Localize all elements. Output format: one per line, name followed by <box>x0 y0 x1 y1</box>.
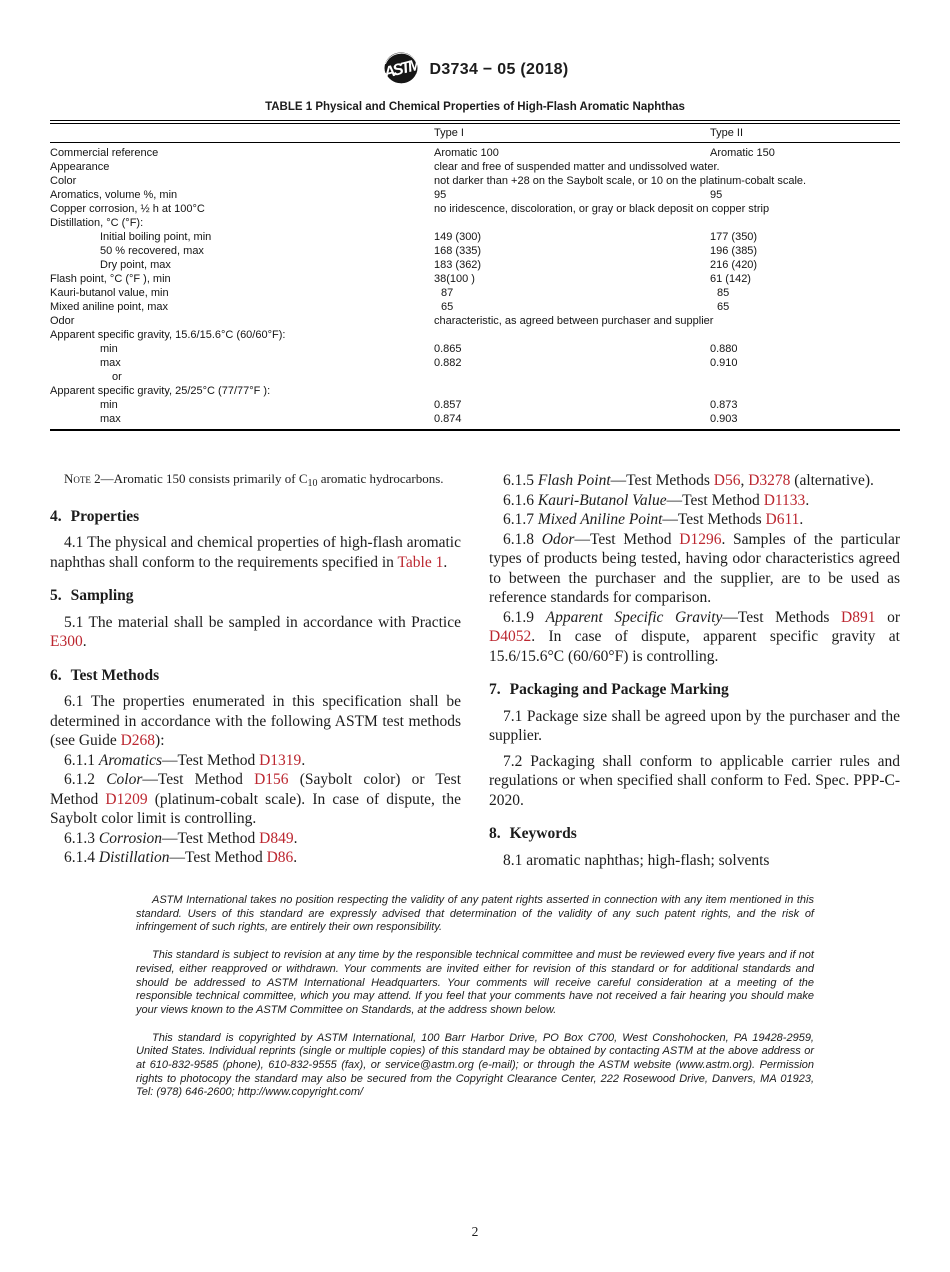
text-segment: —Test Methods <box>610 472 714 489</box>
ref-link[interactable]: D86 <box>266 849 294 866</box>
table-row <box>50 398 900 412</box>
property-cell: Apparent specific gravity, 15.6/15.6°C (60/60°F): <box>50 329 286 341</box>
ref-link[interactable]: D1133 <box>763 491 806 509</box>
text-segment: Mixed Aniline Point <box>537 511 663 528</box>
paragraph <box>50 848 461 868</box>
text-segment: 8.1 aromatic naphthas; high-flash; solvents <box>503 851 770 869</box>
paragraph <box>489 707 900 746</box>
table-row <box>50 188 900 202</box>
value-cell-type2: 95 <box>710 189 723 201</box>
text-segment: —Test Method <box>162 751 260 769</box>
text-segment: Kauri-Butanol Value <box>537 491 667 509</box>
value-cell-type2: 0.910 <box>710 357 738 369</box>
property-cell: Commercial reference <box>50 147 159 159</box>
value-cell-type1: 183 (362) <box>434 259 482 271</box>
property-cell: Odor <box>50 315 75 327</box>
text-segment: —Test Method <box>574 530 680 548</box>
value-cell-type1 <box>434 384 710 398</box>
astm-logo-icon <box>382 51 422 90</box>
section-title: Properties <box>70 507 140 525</box>
paragraph <box>50 533 461 572</box>
text-segment: . <box>293 829 298 847</box>
text-segment: . <box>82 633 87 650</box>
section-heading <box>50 586 461 606</box>
section-number: 8. <box>489 825 501 842</box>
paragraph <box>489 510 900 530</box>
paragraph <box>50 751 461 771</box>
paragraph <box>50 692 461 751</box>
value-cell-type1: 0.857 <box>434 399 462 411</box>
text-segment: aromatic hydrocarbons. <box>317 471 444 486</box>
paragraph <box>489 530 900 608</box>
note-paragraph <box>50 471 461 493</box>
paragraph <box>489 851 900 871</box>
text-segment: Flash Point <box>537 472 611 489</box>
section-number: 6. <box>50 666 62 684</box>
text-segment: (alternative). <box>790 472 874 489</box>
table-row <box>50 356 900 370</box>
property-cell: Distillation, °C (°F): <box>50 217 144 229</box>
footer-paragraph: This standard is copyrighted by ASTM International, 100 Barr Harbor Drive, PO Box C700, West Conshohocken, PA 19428-2959, United States. Individual reprints (single or multiple copies) of this standard may be obtained by contacting ASTM at the above address or at 610-832-9585 (phone), 610-832-9555 (fax), or service@astm.org (e-mail); or through the ASTM website (www.astm.org). Permission rights to photocopy the standard may also be secured from the Copyright Clearance Center, 222 Rosewood Drive, Danvers, MA 01923, Tel: (978) 646-2600; http://www.copyright.com/ <box>136 1031 814 1099</box>
value-cell-type2: 177 (350) <box>710 231 758 243</box>
ref-link[interactable]: D156 <box>254 771 289 788</box>
text-segment: . <box>443 553 448 571</box>
property-cell: Kauri-butanol value, min <box>50 287 169 299</box>
value-cell-type1 <box>434 328 710 342</box>
text-segment: —Test Methods <box>662 511 766 528</box>
text-segment: . Samples of the particular types of products being tested, having odor characteristics agreed to between the purchaser and the supplier, are to be used as reference standards for comparison. <box>489 530 900 606</box>
table-header-row <box>50 122 900 143</box>
ref-link[interactable]: E300 <box>50 633 83 650</box>
property-cell: Appearance <box>50 161 110 173</box>
table-row <box>50 174 900 188</box>
text-segment: ): <box>155 732 165 749</box>
text-segment: —Test Method <box>142 771 255 788</box>
value-cell-type2 <box>710 370 900 384</box>
paragraph <box>50 613 461 652</box>
text-segment: Apparent Specific Gravity <box>545 608 723 626</box>
property-cell: Dry point, max <box>100 259 171 271</box>
text-segment: Distillation <box>98 849 170 866</box>
property-cell: Initial boiling point, min <box>100 231 212 243</box>
text-segment: (Saybolt color) or Test Method <box>50 771 461 808</box>
text-segment: 6.1.2 <box>64 771 107 788</box>
value-cell-type2: 0.873 <box>710 399 738 411</box>
section-title: Test Methods <box>70 666 160 684</box>
spec-table-body <box>50 143 900 431</box>
text-segment: 6.1.9 <box>503 608 546 626</box>
value-cell-span: characteristic, as agreed between purchaser and supplier <box>434 315 714 327</box>
value-cell-span: clear and free of suspended matter and undissolved water. <box>434 161 720 173</box>
value-cell-type2: 85 <box>717 287 730 299</box>
svg-text:ASTM: ASTM <box>381 56 421 82</box>
text-segment: —Test Methods <box>722 608 841 626</box>
table-row <box>50 412 900 430</box>
text-segment: 7.1 Package size shall be agreed upon by the purchaser and the supplier. <box>489 707 900 744</box>
section-title: Packaging and Package Marking <box>509 681 729 698</box>
properties-table <box>50 120 900 431</box>
value-cell-type2 <box>710 328 900 342</box>
value-cell-type1: 0.882 <box>434 357 462 369</box>
text-segment: 6.1.8 <box>503 530 542 548</box>
text-segment: 6.1.4 <box>64 849 99 866</box>
value-cell-type2: Aromatic 150 <box>710 147 775 159</box>
text-segment: 10 <box>307 478 318 489</box>
table-row <box>50 160 900 174</box>
value-cell-type1: 0.865 <box>434 343 462 355</box>
text-segment: 5.1 The material shall be sampled in accordance with Practice <box>64 613 461 631</box>
ref-link[interactable]: D4052 <box>489 628 532 645</box>
text-segment: 4.1 The physical and chemical properties of high-flash aromatic naphthas shall conform to the requirements specified in <box>50 534 461 571</box>
text-segment: . In case of dispute, apparent specific gravity at 15.6/15.6°C (60/60°F) is controlling. <box>489 628 900 665</box>
property-cell: Apparent specific gravity, 25/25°C (77/77°F ): <box>50 385 271 397</box>
property-cell: max <box>100 413 121 425</box>
table-row <box>50 272 900 286</box>
text-segment: 6.1.1 <box>64 751 99 769</box>
section-heading <box>489 824 900 844</box>
value-cell-type2: 0.903 <box>710 413 738 425</box>
value-cell-type1: Aromatic 100 <box>434 147 499 159</box>
section-heading <box>50 507 461 527</box>
section-heading <box>50 666 461 686</box>
section-heading <box>489 680 900 700</box>
value-cell-type1: 65 <box>441 301 454 313</box>
property-cell: min <box>100 399 118 411</box>
type2-column-header: Type II <box>710 122 900 143</box>
text-segment: Corrosion <box>98 829 163 847</box>
property-cell: or <box>112 371 122 383</box>
ref-link[interactable]: D268 <box>120 732 156 749</box>
ref-link[interactable]: D849 <box>259 829 294 847</box>
table-row <box>50 258 900 272</box>
text-segment: 6.1.7 <box>503 511 538 528</box>
text-segment: or <box>875 608 900 626</box>
value-cell-type1: 38(100 ) <box>434 273 475 285</box>
text-segment: 2—Aromatic 150 consists primarily of C <box>90 471 308 486</box>
value-cell-type2: 0.880 <box>710 343 738 355</box>
text-segment: Note <box>64 471 91 486</box>
section-number: 4. <box>50 507 62 525</box>
value-cell-type2 <box>710 216 900 230</box>
text-segment: . <box>293 849 298 866</box>
document-header <box>50 52 900 88</box>
text-segment: , <box>740 472 749 489</box>
property-cell: Flash point, °C (°F ), min <box>50 273 171 285</box>
boilerplate-footer <box>136 894 814 1100</box>
footer-paragraph: ASTM International takes no position respecting the validity of any patent rights asserted in connection with any item mentioned in this standard. Users of this standard are expressly advised that determination of the validity of any such patent rights, and the risk of infringement of such rights, are entirely their own responsibility. <box>136 894 814 934</box>
text-segment: 6.1 The properties enumerated in this specification shall be determined in accordance with the following ASTM test methods (see Guide <box>50 693 461 749</box>
ref-link[interactable]: D891 <box>841 608 876 626</box>
text-segment: —Test Method <box>666 491 764 509</box>
ref-link[interactable]: D1319 <box>259 751 302 769</box>
value-cell-type1 <box>434 216 710 230</box>
table-row <box>50 143 900 161</box>
table-row <box>50 342 900 356</box>
text-segment: 6.1.6 <box>503 491 538 509</box>
table-row <box>50 384 900 398</box>
table-row <box>50 230 900 244</box>
ref-link[interactable]: Table 1 <box>397 553 444 571</box>
value-cell-type1: 87 <box>441 287 454 299</box>
table-row <box>50 300 900 314</box>
ref-link[interactable]: D56 <box>713 472 741 489</box>
value-cell-span: not darker than +28 on the Saybolt scale, or 10 on the platinum-cobalt scale. <box>434 175 807 187</box>
property-cell: 50 % recovered, max <box>100 245 204 257</box>
document-number: D3734 − 05 (2018) <box>429 61 569 78</box>
section-number: 5. <box>50 587 62 604</box>
ref-link[interactable]: D3278 <box>748 472 791 489</box>
table-row <box>50 370 900 384</box>
text-segment: —Test Method <box>169 849 267 866</box>
table-row <box>50 244 900 258</box>
value-cell-type1: 168 (335) <box>434 245 482 257</box>
paragraph <box>489 471 900 491</box>
ref-link[interactable]: D1296 <box>679 530 722 548</box>
section-title: Sampling <box>70 587 134 604</box>
property-column-header <box>50 122 434 143</box>
type1-column-header: Type I <box>434 122 710 143</box>
text-segment: Odor <box>541 530 575 548</box>
paragraph <box>489 752 900 811</box>
ref-link[interactable]: D1209 <box>105 790 148 808</box>
property-cell: Color <box>50 175 77 187</box>
table-row <box>50 328 900 342</box>
ref-link[interactable]: D611 <box>765 511 800 528</box>
value-cell-type1: 95 <box>434 189 447 201</box>
left-column <box>50 471 461 870</box>
value-cell-type2: 196 (385) <box>710 245 758 257</box>
value-cell-type1 <box>434 370 710 384</box>
property-cell: Aromatics, volume %, min <box>50 189 178 201</box>
text-segment: . <box>301 751 306 769</box>
table-row <box>50 202 900 216</box>
footer-paragraph: This standard is subject to revision at any time by the responsible technical committee and must be reviewed every five years and if not revised, either reapproved or withdrawn. Your comments are invited either for revision of this standard or for additional standards and should be addressed to ASTM International Headquarters. Your comments will receive careful consideration at a meeting of the responsible technical committee, which you may attend. If you feel that your comments have not received a fair hearing you should make your views known to the ASTM Committee on Standards, at the address shown below. <box>136 949 814 1016</box>
value-cell-type2: 61 (142) <box>710 273 751 285</box>
value-cell-type2: 216 (420) <box>710 259 758 271</box>
table-row <box>50 314 900 328</box>
paragraph <box>489 608 900 667</box>
value-cell-type2: 65 <box>717 301 730 313</box>
text-segment: (platinum-cobalt scale). In case of dispute, the Saybolt color limit is controlling. <box>50 790 461 827</box>
text-segment: 6.1.3 <box>64 829 99 847</box>
property-cell: max <box>100 357 121 369</box>
value-cell-type2 <box>710 384 900 398</box>
body-columns <box>50 471 900 870</box>
text-segment: Color <box>106 771 143 788</box>
value-cell-type1: 149 (300) <box>434 231 482 243</box>
paragraph <box>50 829 461 849</box>
paragraph <box>489 491 900 511</box>
table-row <box>50 286 900 300</box>
text-segment: —Test Method <box>162 829 260 847</box>
paragraph <box>50 770 461 829</box>
text-segment: . <box>805 491 810 509</box>
property-cell: Mixed aniline point, max <box>50 301 169 313</box>
value-cell-type1: 0.874 <box>434 413 462 425</box>
text-segment: 6.1.5 <box>503 472 538 489</box>
right-column <box>489 471 900 870</box>
property-cell: min <box>100 343 118 355</box>
page-number: 2 <box>471 1224 479 1239</box>
text-segment: Aromatics <box>98 751 163 769</box>
property-cell: Copper corrosion, ½ h at 100°C <box>50 203 205 215</box>
table-row <box>50 216 900 230</box>
text-segment: . <box>799 511 804 528</box>
section-title: Keywords <box>509 825 577 842</box>
section-number: 7. <box>489 681 501 698</box>
value-cell-span: no iridescence, discoloration, or gray or black deposit on copper strip <box>434 203 770 215</box>
text-segment: 7.2 Packaging shall conform to applicable carrier rules and regulations or when specified shall conform to Fed. Spec. PPP-C-2020. <box>489 752 900 809</box>
table-title: TABLE 1 Physical and Chemical Properties of High-Flash Aromatic Naphthas <box>265 101 685 113</box>
